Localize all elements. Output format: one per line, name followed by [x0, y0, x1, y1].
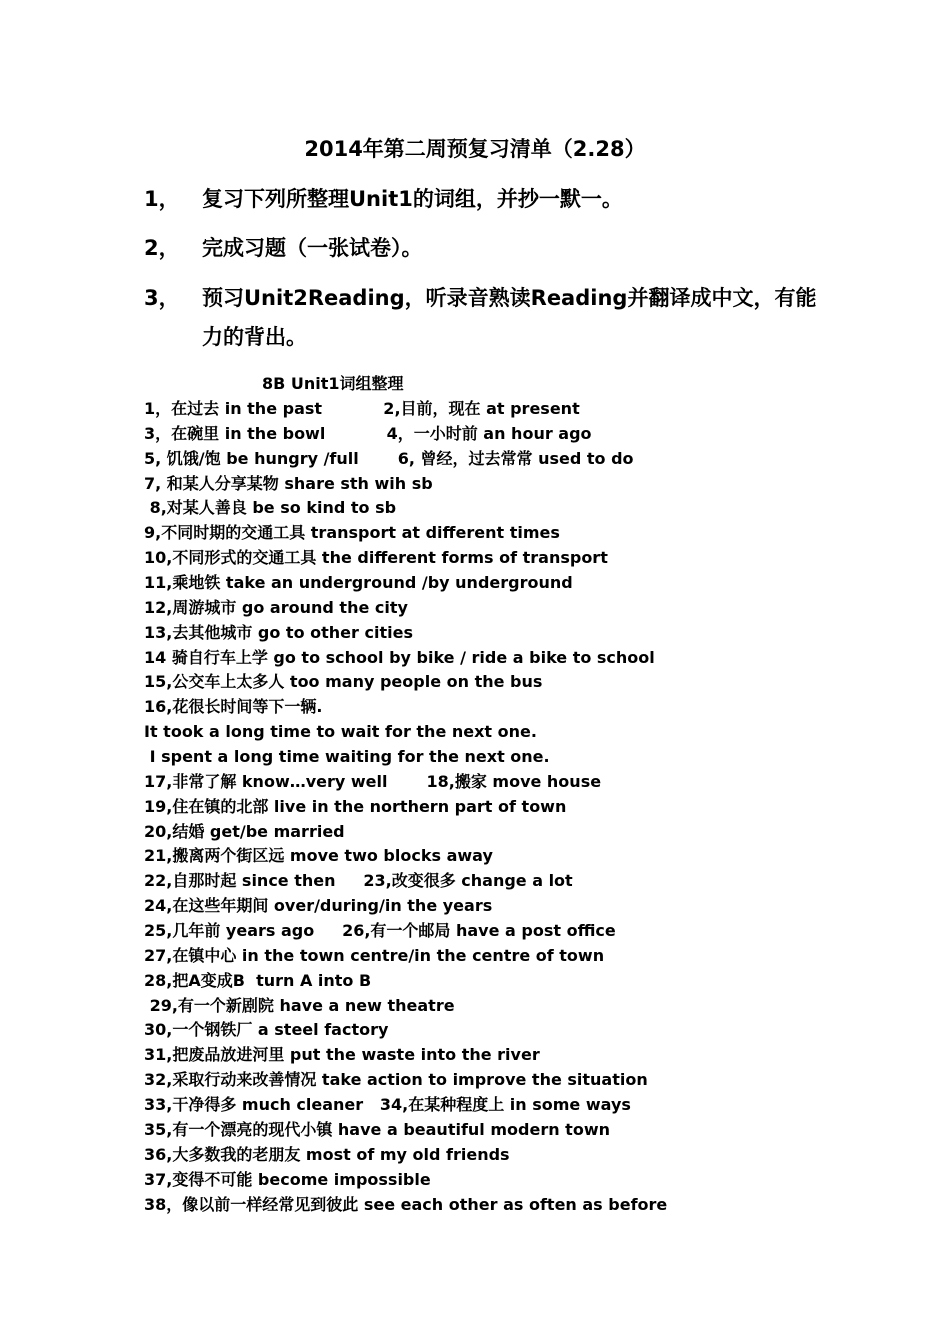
vocab-line: 31,把废品放进河里 put the waste into the river [144, 1045, 540, 1065]
task-text: 完成习题（一张试卷）。 [202, 236, 423, 260]
task-text: 复习下列所整理Unit1的词组，并抄一默一。 [202, 187, 623, 211]
vocab-list-title: 8B Unit1词组整理 [262, 374, 404, 393]
vocab-line: 27,在镇中心 in the town centre/in the centre of town [144, 945, 605, 965]
task-text: 预习Unit2Reading，听录音熟读Reading并翻译成中文，有能力的背出。 [202, 286, 817, 349]
vocab-line: 15,公交车上太多人 too many people on the bus [144, 672, 543, 692]
vocab-line: 13,去其他城市 go to other cities [144, 622, 413, 642]
task-item-3 [144, 279, 824, 357]
vocab-line: 17,非常了解 know…very well 18,搬家 move house [144, 771, 602, 791]
vocab-line: 20,结婚 get/be married [144, 821, 345, 841]
task-item-2 [144, 229, 824, 268]
vocab-line: 37,变得不可能 become impossible [144, 1169, 431, 1189]
vocab-line: 30,一个钢铁厂 a steel factory [144, 1020, 389, 1040]
vocab-line: I spent a long time waiting for the next one. [144, 747, 550, 767]
task-number: 1， [144, 187, 180, 211]
task-item-1 [144, 180, 824, 219]
vocab-line: 33,干净得多 much cleaner 34,在某种程度上 in some ways [144, 1095, 631, 1115]
vocab-line: 3，在碗里 in the bowl 4，一小时前 an hour ago [144, 423, 592, 443]
vocab-line: 24,在这些年期间 over/during/in the years [144, 896, 493, 916]
vocab-line: 38，像以前一样经常见到彼此 see each other as often as before [144, 1194, 668, 1214]
vocab-line: 10,不同形式的交通工具 the different forms of transport [144, 548, 608, 568]
vocab-line: 8,对某人善良 be so kind to sb [144, 498, 397, 518]
vocab-line: 1，在过去 in the past 2,目前，现在 at present [144, 399, 580, 418]
vocab-line: 19,住在镇的北部 live in the northern part of town [144, 796, 567, 816]
vocab-line: 16,花很长时间等下一辆. [144, 697, 323, 717]
vocab-line: 21,搬离两个街区远 move two blocks away [144, 846, 493, 866]
vocab-line: 14 骑自行车上学 go to school by bike / ride a bike to school [144, 647, 655, 667]
vocab-line: 11,乘地铁 take an underground /by underground [144, 573, 573, 593]
vocab-line: 12,周游城市 go around the city [144, 597, 408, 617]
vocab-line: 32,采取行动来改善情况 take action to improve the situation [144, 1070, 648, 1090]
vocab-line: 28,把A变成B turn A into B [144, 970, 372, 990]
vocab-line: 25,几年前 years ago 26,有一个邮局 have a post office [144, 921, 616, 941]
vocab-line: 36,大多数我的老朋友 most of my old friends [144, 1144, 510, 1164]
vocab-line: 22,自那时起 since then 23,改变很多 change a lot [144, 871, 573, 891]
vocab-line: 29,有一个新剧院 have a new theatre [144, 995, 455, 1015]
vocab-line: 35,有一个漂亮的现代小镇 have a beautiful modern town [144, 1119, 610, 1139]
vocab-line: 5, 饥饿/饱 be hungry /full 6, 曾经，过去常常 used to do [144, 448, 634, 468]
vocab-list [144, 397, 844, 1217]
task-number: 2， [144, 236, 180, 260]
document-title: 2014年第二周预复习清单（2.28） [304, 137, 646, 161]
vocab-line: 7, 和某人分享某物 share sth wih sb [144, 473, 433, 493]
vocab-line: 9,不同时期的交通工具 transport at different times [144, 523, 560, 543]
task-number: 3， [144, 286, 180, 310]
vocab-line: It took a long time to wait for the next one. [144, 722, 537, 742]
